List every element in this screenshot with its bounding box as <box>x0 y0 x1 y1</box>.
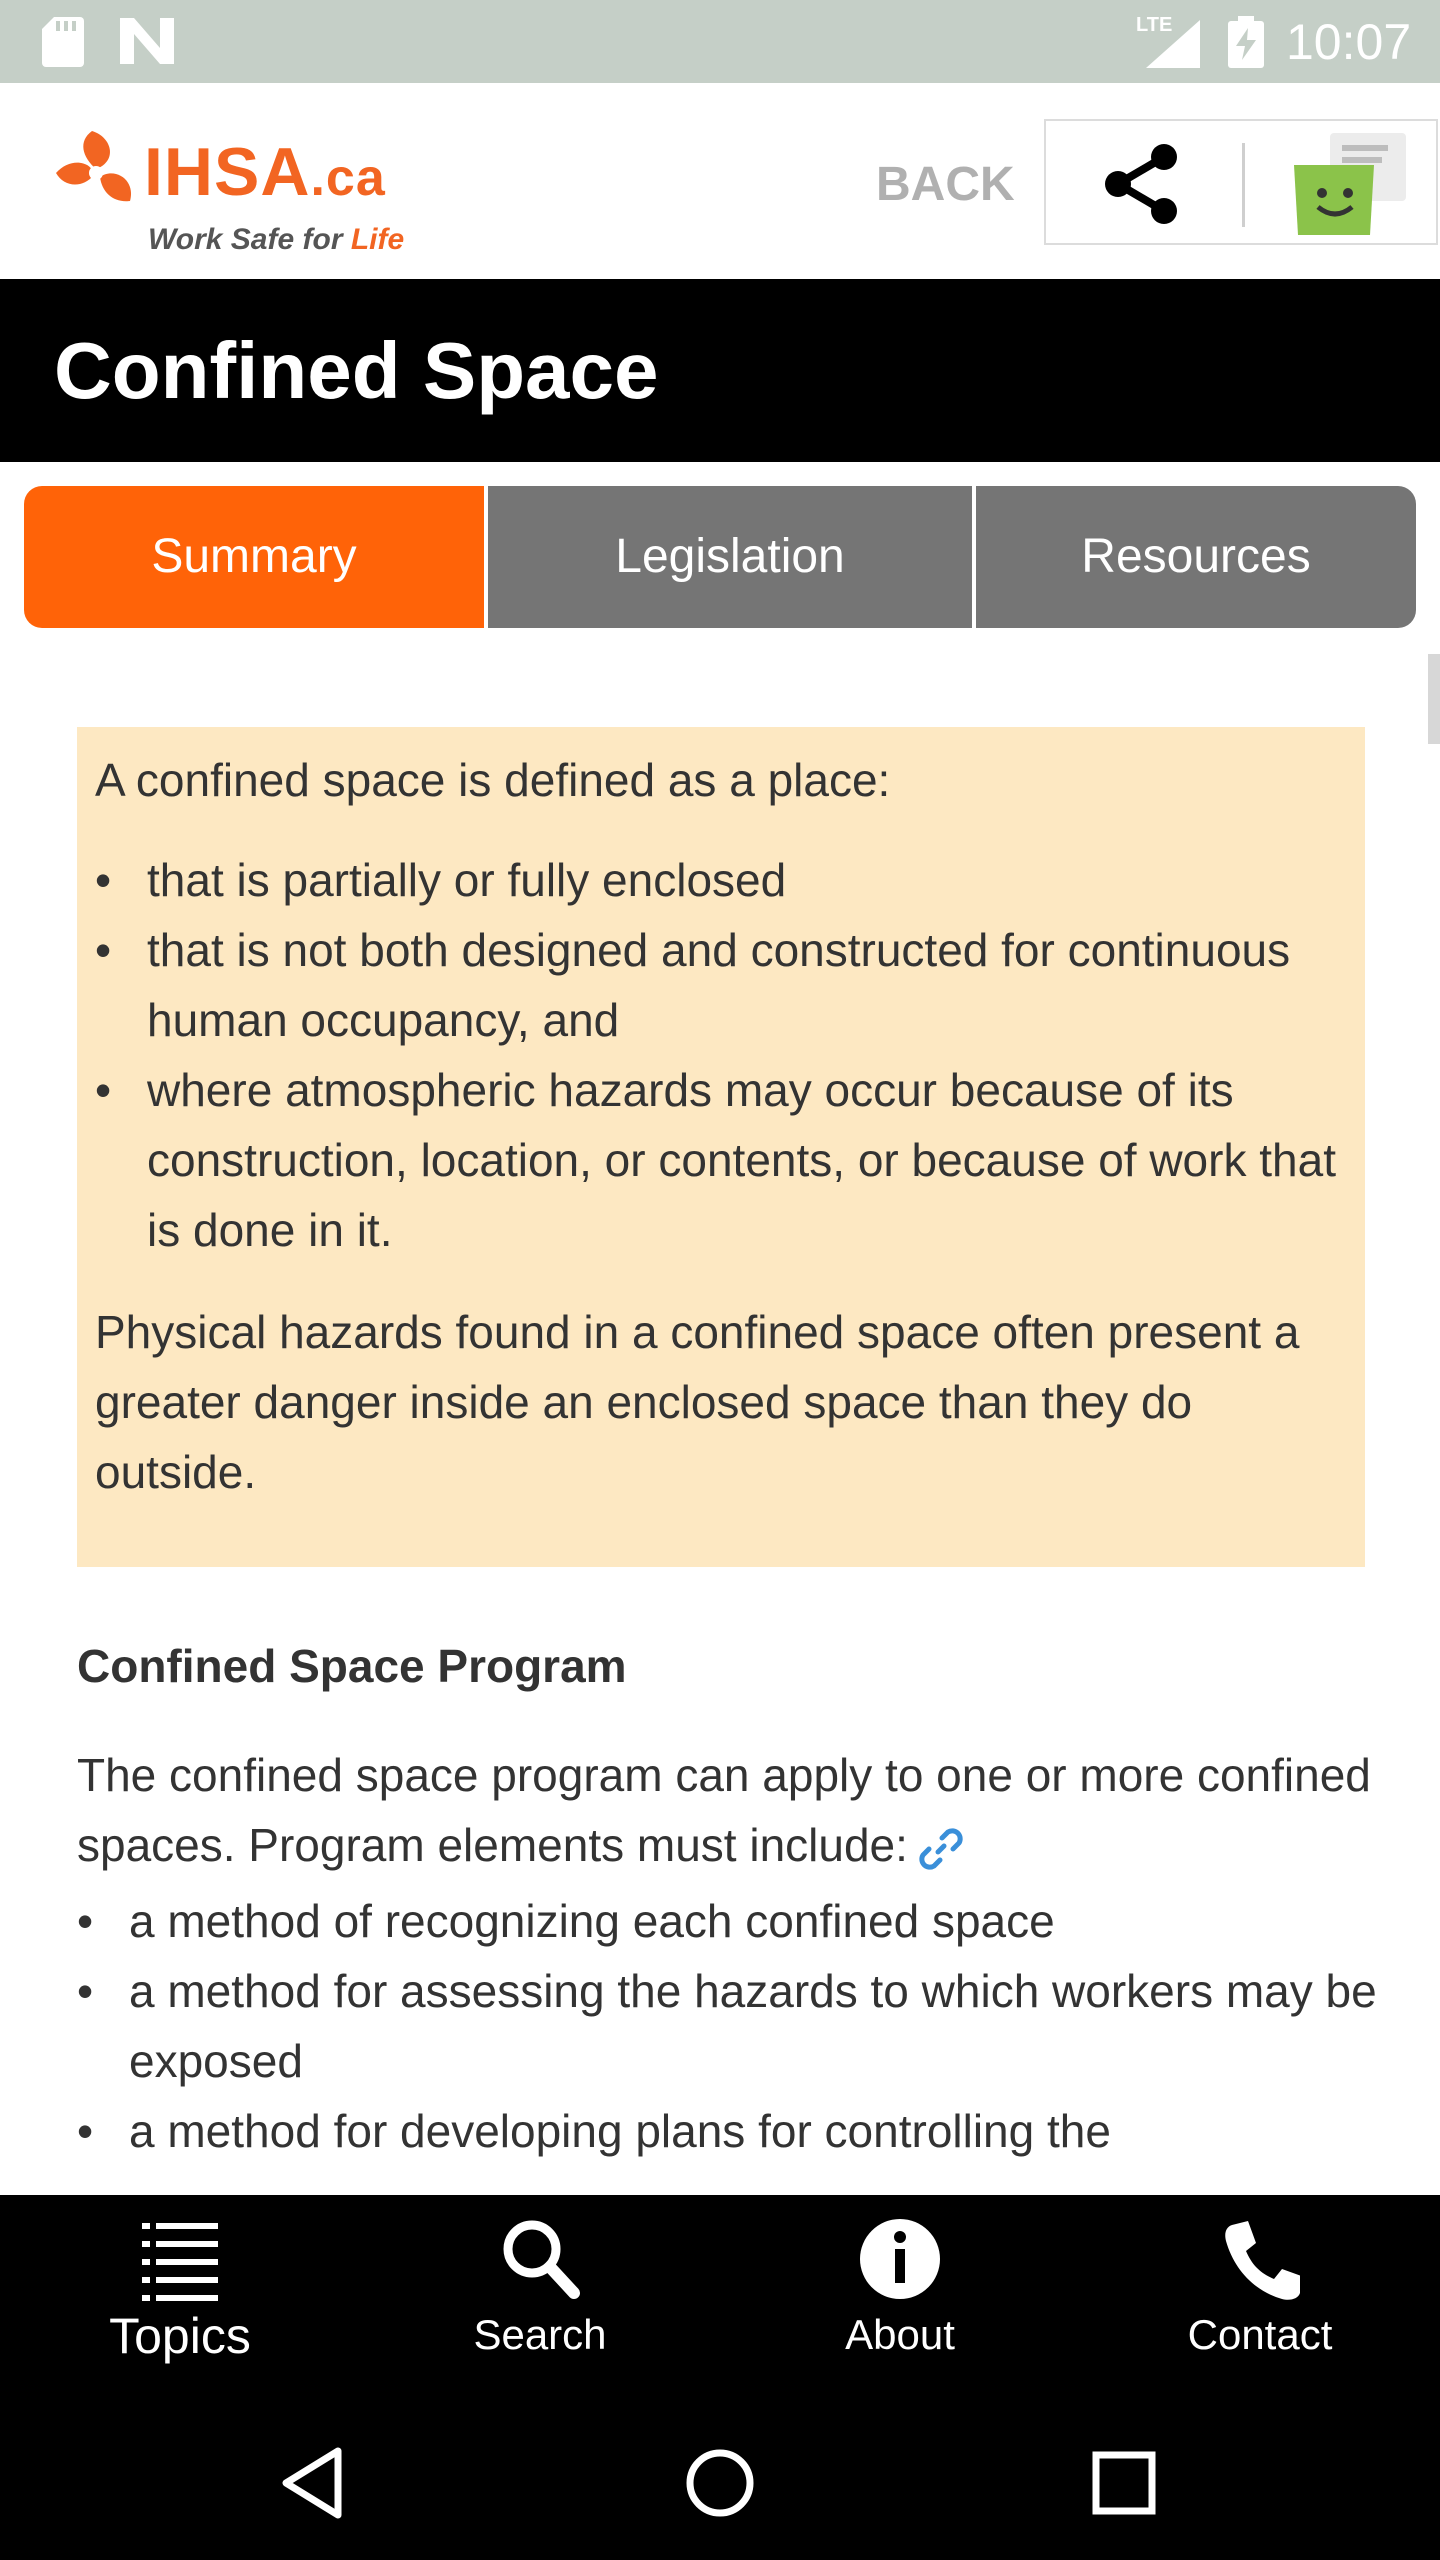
tab-bar <box>24 486 1416 628</box>
tab-resources[interactable]: Resources <box>976 486 1416 628</box>
list-item: • a method for developing plans for controlling the <box>77 2096 1377 2166</box>
nav-contact[interactable] <box>1080 2195 1440 2405</box>
definition-box <box>77 727 1365 1567</box>
title-bar <box>0 279 1440 462</box>
page-title: Confined Space <box>54 326 659 415</box>
sd-card-icon <box>42 17 84 67</box>
signal-icon <box>1146 20 1200 68</box>
action-divider <box>1242 143 1245 227</box>
nav-about[interactable] <box>720 2195 1080 2405</box>
cart-icon[interactable] <box>1290 131 1410 237</box>
list-item: • where atmospheric hazards may occur because of its construction, location, or contents, or because of work that is done in it. <box>95 1055 1345 1265</box>
clock: 10:07 <box>1286 14 1412 70</box>
back-triangle-icon[interactable] <box>276 2443 356 2523</box>
nav-label: Contact <box>1187 2311 1333 2358</box>
nav-label: About <box>845 2311 955 2358</box>
tab-legislation[interactable]: Legislation <box>488 486 972 628</box>
phone-icon <box>1220 2215 1300 2305</box>
nav-label: Topics <box>109 2308 251 2364</box>
battery-charging-icon <box>1228 16 1264 68</box>
list-item: • a method of recognizing each confined space <box>77 1886 1377 1956</box>
app-header <box>0 83 1440 279</box>
section-paragraph: The confined space program can apply to one or more confined spaces. Program elements must include: <box>77 1749 1371 1871</box>
nav-topics[interactable] <box>0 2195 360 2405</box>
home-circle-icon[interactable] <box>680 2443 760 2523</box>
list-item: • a method for assessing the hazards to which workers may be exposed <box>77 1956 1377 2096</box>
info-icon <box>860 2215 940 2305</box>
logo-tagline: Work Safe for Life <box>148 223 405 256</box>
logo-wordmark: IHSA.ca <box>144 134 386 210</box>
share-icon[interactable] <box>1098 141 1184 227</box>
program-list <box>77 1886 1377 2166</box>
list-item: • that is partially or fully enclosed <box>95 845 1345 915</box>
ihsa-logo[interactable] <box>52 113 432 256</box>
back-button[interactable]: BACK <box>876 158 1015 211</box>
nav-label: Search <box>473 2311 607 2358</box>
recents-square-icon[interactable] <box>1084 2443 1164 2523</box>
list-icon <box>140 2221 220 2311</box>
tab-summary[interactable]: Summary <box>24 486 484 628</box>
action-box <box>1044 119 1438 245</box>
definition-list <box>95 845 1345 1265</box>
section-heading: Confined Space Program <box>77 1640 627 1692</box>
definition-outro: Physical hazards found in a confined space often present a greater danger inside an enclosed space than they do outside. <box>95 1306 1300 1498</box>
network-type: LTE <box>1136 14 1173 36</box>
status-bar <box>0 0 1440 83</box>
notification-n-icon <box>120 18 174 64</box>
bottom-navigation <box>0 2195 1440 2405</box>
link-icon[interactable] <box>918 1826 964 1872</box>
trillium-icon <box>52 127 138 213</box>
android-navigation-bar <box>0 2405 1440 2560</box>
search-icon <box>500 2215 580 2305</box>
nav-search[interactable] <box>360 2195 720 2405</box>
summary-content <box>0 654 1440 2194</box>
list-item: • that is not both designed and constructed for continuous human occupancy, and <box>95 915 1345 1055</box>
definition-intro: A confined space is defined as a place: <box>95 754 891 806</box>
